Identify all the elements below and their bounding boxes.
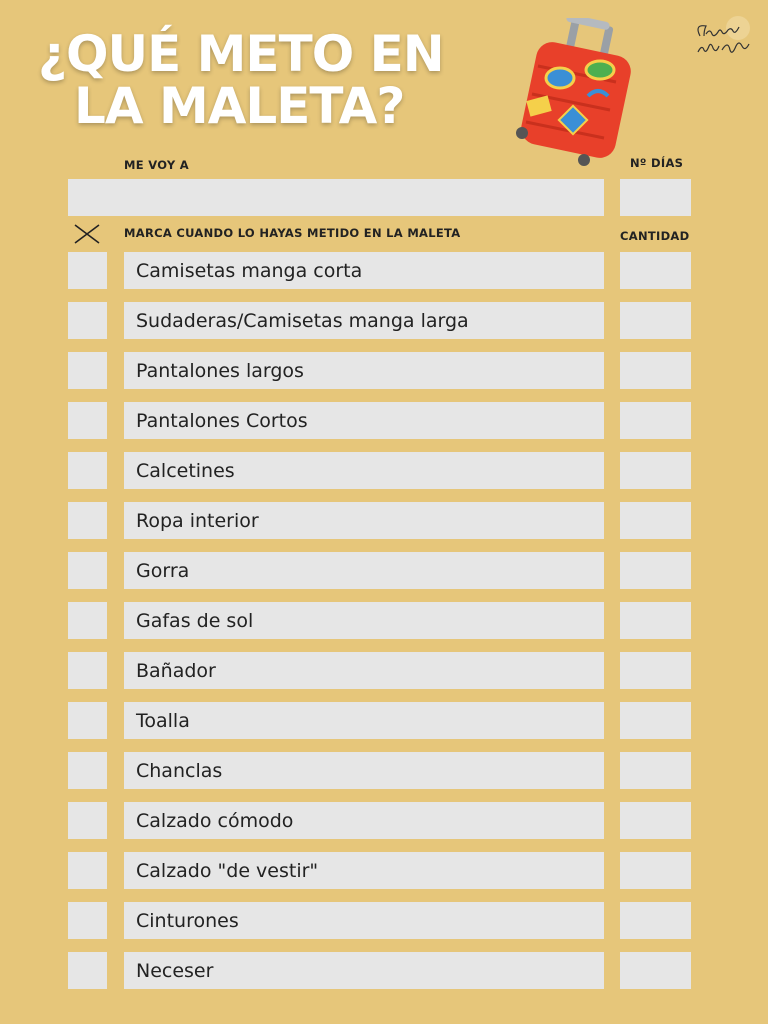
item-field xyxy=(124,452,604,489)
item-label: Camisetas manga corta xyxy=(136,259,363,282)
item-field xyxy=(124,702,604,739)
destination-label: ME VOY A xyxy=(124,158,189,172)
item-field xyxy=(124,352,604,389)
quantity-input[interactable] xyxy=(620,352,691,389)
item-label: Chanclas xyxy=(136,759,223,782)
check-box[interactable] xyxy=(68,502,107,539)
quantity-input[interactable] xyxy=(620,452,691,489)
check-box[interactable] xyxy=(68,902,107,939)
item-label: Calcetines xyxy=(136,459,235,482)
item-field xyxy=(124,402,604,439)
item-label: Toalla xyxy=(136,709,190,732)
quantity-input[interactable] xyxy=(620,552,691,589)
item-field xyxy=(124,252,604,289)
check-box[interactable] xyxy=(68,852,107,889)
quantity-input[interactable] xyxy=(620,802,691,839)
item-field xyxy=(124,602,604,639)
quantity-input[interactable] xyxy=(620,702,691,739)
quantity-label: CANTIDAD xyxy=(620,229,690,243)
item-label: Ropa interior xyxy=(136,509,259,532)
item-label: Gorra xyxy=(136,559,190,582)
check-box[interactable] xyxy=(68,352,107,389)
check-box[interactable] xyxy=(68,752,107,789)
days-label: Nº DÍAS xyxy=(630,156,684,170)
signature-logo xyxy=(692,14,758,66)
title-line-2: LA MALETA? xyxy=(74,77,405,135)
check-box[interactable] xyxy=(68,802,107,839)
check-box[interactable] xyxy=(68,452,107,489)
quantity-input[interactable] xyxy=(620,252,691,289)
x-mark-icon xyxy=(73,223,101,245)
item-label: Neceser xyxy=(136,959,214,982)
mark-instruction: MARCA CUANDO LO HAYAS METIDO EN LA MALETA xyxy=(124,226,461,240)
check-box[interactable] xyxy=(68,402,107,439)
item-label: Pantalones largos xyxy=(136,359,304,382)
suitcase-icon xyxy=(508,18,638,168)
item-field xyxy=(124,552,604,589)
check-box[interactable] xyxy=(68,252,107,289)
item-label: Gafas de sol xyxy=(136,609,254,632)
quantity-input[interactable] xyxy=(620,502,691,539)
page-title xyxy=(38,25,444,135)
days-input[interactable] xyxy=(620,179,691,216)
quantity-input[interactable] xyxy=(620,402,691,439)
item-field xyxy=(124,652,604,689)
check-box[interactable] xyxy=(68,652,107,689)
item-label: Sudaderas/Camisetas manga larga xyxy=(136,309,469,332)
check-box[interactable] xyxy=(68,552,107,589)
check-box[interactable] xyxy=(68,952,107,989)
check-box[interactable] xyxy=(68,702,107,739)
quantity-input[interactable] xyxy=(620,752,691,789)
quantity-input[interactable] xyxy=(620,652,691,689)
destination-input[interactable] xyxy=(68,179,604,216)
item-field xyxy=(124,302,604,339)
item-field xyxy=(124,502,604,539)
item-label: Cinturones xyxy=(136,909,239,932)
check-box[interactable] xyxy=(68,302,107,339)
quantity-input[interactable] xyxy=(620,952,691,989)
item-label: Calzado "de vestir" xyxy=(136,859,319,882)
item-label: Bañador xyxy=(136,659,216,682)
item-field xyxy=(124,802,604,839)
title-line-1: ¿QUÉ METO EN xyxy=(38,25,444,83)
item-label: Calzado cómodo xyxy=(136,809,294,832)
quantity-input[interactable] xyxy=(620,902,691,939)
item-field xyxy=(124,952,604,989)
item-field xyxy=(124,752,604,789)
check-box[interactable] xyxy=(68,602,107,639)
quantity-input[interactable] xyxy=(620,852,691,889)
item-field xyxy=(124,902,604,939)
quantity-input[interactable] xyxy=(620,302,691,339)
item-label: Pantalones Cortos xyxy=(136,409,308,432)
quantity-input[interactable] xyxy=(620,602,691,639)
item-field xyxy=(124,852,604,889)
